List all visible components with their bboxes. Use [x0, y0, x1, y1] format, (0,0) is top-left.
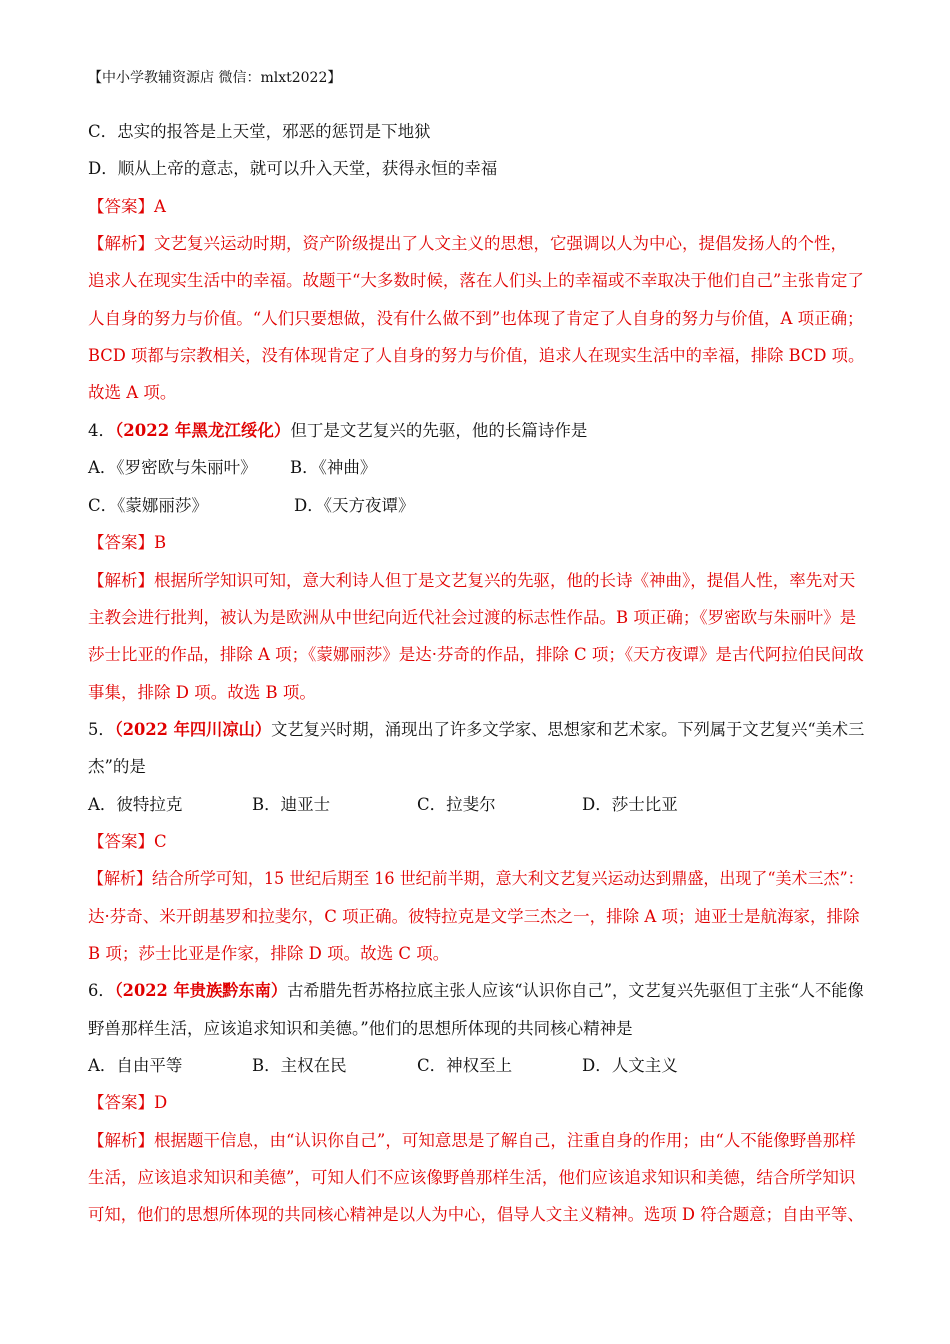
q5-answer: 【答案】C	[88, 832, 167, 851]
q3-analysis-line: 【解析】文艺复兴运动时期，资产阶级提出了人文主义的思想，它强调以人为中心，提倡发扬人的个性，	[88, 234, 847, 253]
q4-option-b: B．《神曲》	[290, 458, 377, 477]
q5-option-a: A．彼特拉克	[88, 795, 183, 814]
q6-stem	[88, 980, 864, 1002]
q6-options-row	[88, 1055, 848, 1077]
q4-options-row-2	[88, 495, 848, 517]
q5-analysis-line: B 项；莎士比亚是作家，排除 D 项。故选 C 项。	[88, 944, 450, 963]
q6-option-c: C．神权至上	[417, 1056, 513, 1075]
q3-answer: 【答案】A	[88, 197, 166, 216]
q4-answer: 【答案】B	[88, 533, 167, 552]
q6-option-a: A．自由平等	[88, 1056, 183, 1075]
q6-source: （2022 年贵族黔东南）	[114, 981, 288, 1000]
q5-stem-text: 文艺复兴时期，涌现出了许多文学家、思想家和艺术家。下列属于文艺复兴“美术三	[271, 720, 865, 739]
q5-analysis-line: 【解析】结合所学可知，15 世纪后期至 16 世纪前半期，意大利文艺复兴运动达到鼎盛，出现了“美术三杰”：	[88, 869, 864, 888]
q3-analysis-line: BCD 项都与宗教相关，没有体现肯定了人自身的努力与价值，追求人在现实生活中的幸福，排除 BCD 项。	[88, 346, 865, 365]
q5-options-row	[88, 794, 848, 816]
q4-option-d: D．《天方夜谭》	[294, 496, 415, 515]
q5-stem-continued: 杰”的是	[88, 757, 146, 776]
page-header: 【中小学教辅资源店 微信：mlxt2022】	[88, 70, 342, 86]
q5-analysis-line: 达·芬奇、米开朗基罗和拉斐尔，C 项正确。彼特拉克是文学三杰之一，排除 A 项；迪亚士是航海家，排除	[88, 907, 860, 926]
q3-option-d: D．顺从上帝的意志，就可以升入天堂，获得永恒的幸福	[88, 159, 498, 178]
q6-option-d: D．人文主义	[582, 1056, 678, 1075]
q3-analysis-line: 人自身的努力与价值。“人们只要想做，没有什么做不到”也体现了肯定了人自身的努力与价值，A 项正确；	[88, 309, 864, 328]
q6-analysis-line: 生活，应该追求知识和美德”，可知人们不应该像野兽那样生活，他们应该追求知识和美德，结合所学知识	[88, 1168, 856, 1187]
q4-stem	[88, 420, 587, 442]
q5-stem	[88, 719, 864, 741]
q4-analysis-line: 事集，排除 D 项。故选 B 项。	[88, 683, 316, 702]
q4-stem-text: 但丁是文艺复兴的先驱，他的长篇诗作是	[290, 421, 588, 440]
q4-number: 4．	[88, 421, 115, 440]
q5-option-b: B．迪亚士	[252, 795, 331, 814]
q3-analysis-line: 追求人在现实生活中的幸福。故题干“大多数时候，落在人们头上的幸福或不幸取决于他们自己”主张肯定了	[88, 271, 864, 290]
q3-option-c: C．忠实的报答是上天堂，邪恶的惩罚是下地狱	[88, 122, 431, 141]
q4-options-row-1	[88, 457, 848, 479]
q6-number: 6．	[88, 981, 115, 1000]
q6-analysis-line: 【解析】根据题干信息，由“认识你自己”，可知意思是了解自己，注重自身的作用；由“人不能像野兽那样	[88, 1131, 856, 1150]
q6-stem-continued: 野兽那样生活，应该追求知识和美德。”他们的思想所体现的共同核心精神是	[88, 1019, 633, 1038]
q6-option-b: B．主权在民	[252, 1056, 347, 1075]
q3-analysis-line: 故选 A 项。	[88, 383, 177, 402]
q4-analysis-line: 莎士比亚的作品，排除 A 项；《蒙娜丽莎》是达·芬奇的作品，排除 C 项；《天方夜谭》是古代阿拉伯民间故	[88, 645, 864, 664]
q6-analysis-line: 可知，他们的思想所体现的共同核心精神是以人为中心，倡导人文主义精神。选项 D 符合题意；自由平等、	[88, 1205, 864, 1224]
q4-option-a: A．《罗密欧与朱丽叶》	[88, 458, 257, 477]
q4-option-c: C．《蒙娜丽莎》	[88, 496, 208, 515]
q5-option-c: C．拉斐尔	[417, 795, 496, 814]
q4-source: （2022 年黑龙江绥化）	[115, 421, 291, 440]
q6-answer: 【答案】D	[88, 1093, 168, 1112]
q6-stem-text: 古希腊先哲苏格拉底主张人应该“认识你自己”，文艺复兴先驱但丁主张“人不能像	[287, 981, 864, 1000]
q5-option-d: D．莎士比亚	[582, 795, 678, 814]
q5-source: （2022 年四川凉山）	[114, 720, 272, 739]
q5-number: 5．	[88, 720, 115, 739]
q4-analysis-line: 主教会进行批判，被认为是欧洲从中世纪向近代社会过渡的标志性作品。B 项正确；《罗密欧与朱丽叶》是	[88, 608, 857, 627]
q4-analysis-line: 【解析】根据所学知识可知，意大利诗人但丁是文艺复兴的先驱，他的长诗《神曲》，提倡人性，率先对天	[88, 571, 856, 590]
